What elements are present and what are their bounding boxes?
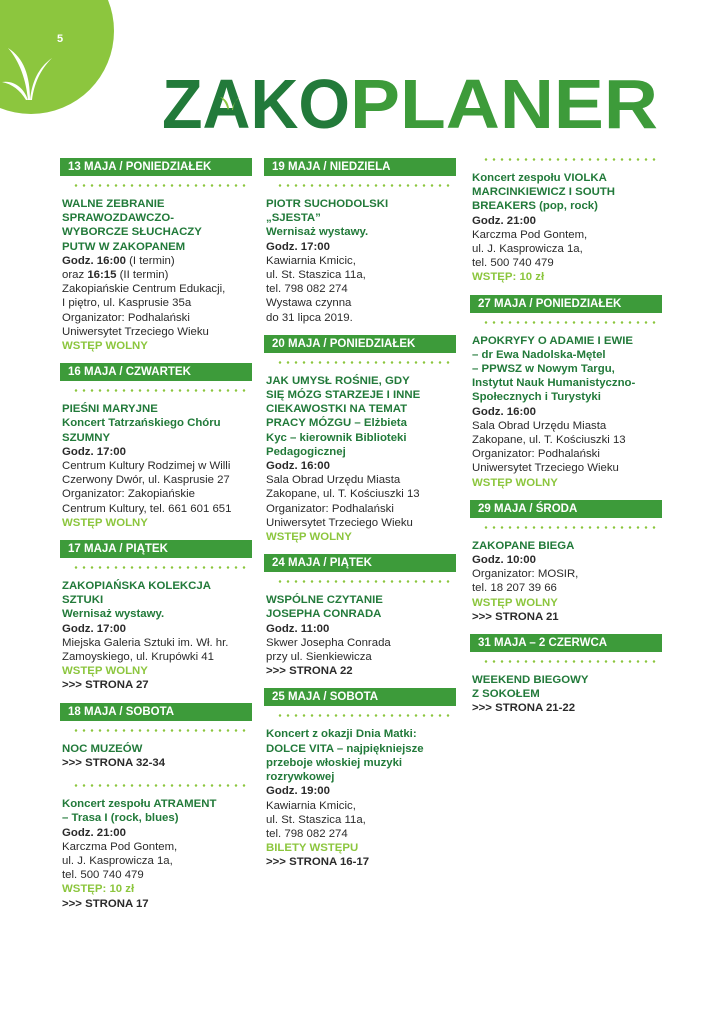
date-header: 16 MAJA / CZWARTEK bbox=[60, 363, 252, 381]
event-entry: BILETY WSTĘPU bbox=[266, 842, 359, 855]
event-atrament bbox=[62, 797, 248, 911]
event-organizer: Organizator: Podhalański bbox=[266, 502, 394, 515]
event-title: JAK UMYSŁ ROŚNIE, GDY bbox=[266, 374, 410, 387]
page-reference: >>> STRONA 32-34 bbox=[62, 756, 166, 769]
event-title: NOC MUZEÓW bbox=[62, 742, 143, 755]
event-time: Godz. 17:00 bbox=[266, 240, 330, 253]
dotted-divider bbox=[276, 361, 452, 364]
event-title: SZUMNY bbox=[62, 431, 111, 444]
event-title: PRACY MÓZGU – Elżbieta bbox=[266, 417, 407, 430]
event-location: przy ul. Sienkiewicza bbox=[266, 651, 372, 664]
event-location: Kawiarnia Kmicic, bbox=[266, 254, 356, 267]
event-title: WEEKEND BIEGOWY bbox=[472, 674, 589, 687]
event-title: – Trasa I (rock, blues) bbox=[62, 812, 179, 825]
event-location: Centrum Kultury Rodzimej w Willi bbox=[62, 460, 231, 473]
dotted-divider bbox=[72, 184, 248, 187]
event-title: APOKRYFY O ADAMIE I EWIE bbox=[472, 334, 633, 347]
event-title: Koncert zespołu VIOLKA bbox=[472, 172, 607, 184]
event-organizer: Organizator: Zakopiańskie bbox=[62, 488, 195, 501]
event-title: Pedagogicznej bbox=[266, 445, 346, 458]
event-time: Godz. 16:00 (I termin) bbox=[62, 254, 175, 267]
date-header: 17 MAJA / PIĄTEK bbox=[60, 540, 252, 558]
event-title: WALNE ZEBRANIE bbox=[62, 198, 165, 210]
page-reference: >>> STRONA 22 bbox=[266, 665, 353, 678]
event-organizer: Centrum Kultury, tel. 661 601 651 bbox=[62, 502, 232, 515]
event-phone: tel. 500 740 479 bbox=[62, 869, 144, 882]
event-weekend-biegowy bbox=[472, 673, 658, 716]
dotted-divider bbox=[482, 321, 658, 324]
event-entry: WSTĘP: 10 zł bbox=[62, 883, 135, 896]
dotted-divider bbox=[482, 158, 658, 161]
dotted-divider bbox=[276, 714, 452, 717]
event-title: – PPWSZ w Nowym Targu, bbox=[472, 363, 615, 376]
event-title: WYBORCZE SŁUCHACZY bbox=[62, 226, 202, 239]
page-reference: >>> STRONA 21-22 bbox=[472, 702, 576, 715]
event-walne-zebranie bbox=[62, 197, 248, 353]
event-piesni-maryjne bbox=[62, 402, 248, 530]
event-subtitle: Wernisaż wystawy. bbox=[62, 608, 165, 621]
dotted-divider bbox=[72, 389, 248, 392]
event-time: Godz. 19:00 bbox=[266, 785, 330, 798]
event-time: Godz. 16:00 bbox=[472, 405, 536, 418]
event-jak-umysl-rosnie bbox=[266, 374, 452, 544]
event-location: ul. J. Kasprowicza 1a, bbox=[62, 854, 173, 867]
event-location: Sala Obrad Urzędu Miasta bbox=[266, 474, 401, 487]
event-phone: tel. 18 207 39 66 bbox=[472, 582, 557, 595]
event-location: ul. St. Staszica 11a, bbox=[266, 813, 366, 826]
event-location: Skwer Josepha Conrada bbox=[266, 636, 391, 649]
event-title: ZAKOPIAŃSKA KOLEKCJA bbox=[62, 580, 211, 593]
event-noc-muzeow bbox=[62, 742, 248, 770]
event-title: Koncert zespołu ATRAMENT bbox=[62, 798, 217, 811]
dotted-divider bbox=[72, 566, 248, 569]
page-reference: >>> STRONA 17 bbox=[62, 897, 149, 910]
event-title: CIEKAWOSTKI NA TEMAT bbox=[266, 403, 408, 416]
event-time: Godz. 17:00 bbox=[62, 622, 126, 635]
event-location: Zakopane, ul. T. Kościuszki 13 bbox=[472, 434, 626, 447]
dotted-divider bbox=[482, 526, 658, 529]
event-title: PUTW W ZAKOPANEM bbox=[62, 240, 186, 253]
event-location: Zakopiańskie Centrum Edukacji, bbox=[62, 283, 226, 296]
column-2 bbox=[266, 158, 452, 870]
event-entry: WSTĘP WOLNY bbox=[62, 340, 148, 353]
leaf-icon bbox=[2, 40, 54, 102]
event-location: Zakopane, ul. T. Kościuszki 13 bbox=[266, 488, 420, 501]
date-header: 25 MAJA / SOBOTA bbox=[264, 688, 456, 706]
event-time: oraz 16:15 (II termin) bbox=[62, 269, 169, 282]
event-location: Czerwony Dwór, ul. Kasprusie 27 bbox=[62, 474, 230, 487]
zakoplaner-logo bbox=[162, 62, 658, 138]
event-note: do 31 lipca 2019. bbox=[266, 311, 353, 324]
event-kolekcja-sztuki bbox=[62, 579, 248, 693]
event-violka bbox=[472, 171, 658, 285]
date-header: 13 MAJA / PONIEDZIAŁEK bbox=[60, 158, 252, 176]
event-organizer: Organizator: MOSIR, bbox=[472, 568, 579, 581]
event-title: SIĘ MÓZG STARZEJE I INNE bbox=[266, 389, 421, 402]
event-title: DOLCE VITA – najpiękniejsze bbox=[266, 742, 424, 755]
event-location: Karczma Pod Gontem, bbox=[472, 228, 588, 241]
page-reference: >>> STRONA 16-17 bbox=[266, 856, 370, 869]
event-location: Kawiarnia Kmicic, bbox=[266, 799, 356, 812]
event-title: MARCINKIEWICZ I SOUTH bbox=[472, 186, 616, 199]
event-czytanie-conrada bbox=[266, 593, 452, 678]
event-title: ZAKOPANE BIEGA bbox=[472, 539, 575, 552]
event-time: Godz. 16:00 bbox=[266, 460, 330, 473]
event-title: WSPÓLNE CZYTANIE bbox=[266, 594, 383, 607]
logo-part-zako: ZAKO bbox=[162, 65, 350, 138]
event-time: Godz. 21:00 bbox=[472, 214, 536, 227]
event-time: Godz. 11:00 bbox=[266, 622, 330, 635]
date-header: 24 MAJA / PIĄTEK bbox=[264, 554, 456, 572]
event-time: Godz. 10:00 bbox=[472, 554, 536, 567]
dotted-divider bbox=[276, 580, 452, 583]
logo-part-planer: PLANER bbox=[350, 65, 658, 138]
event-title: „SJESTA” bbox=[266, 212, 321, 225]
event-title: SZTUKI bbox=[62, 594, 104, 607]
event-title: PIEŚNI MARYJNE bbox=[62, 403, 158, 416]
event-title: Kyc – kierownik Biblioteki bbox=[266, 431, 407, 444]
event-time: Godz. 17:00 bbox=[62, 445, 126, 458]
event-apokryfy bbox=[472, 334, 658, 490]
dotted-divider bbox=[276, 184, 452, 187]
event-organizer: Uniwersytet Trzeciego Wieku bbox=[266, 516, 413, 529]
date-header: 31 MAJA – 2 CZERWCA bbox=[470, 634, 662, 652]
date-header: 29 MAJA / ŚRODA bbox=[470, 500, 662, 518]
page-reference: >>> STRONA 21 bbox=[472, 610, 559, 623]
event-title: SPRAWOZDAWCZO- bbox=[62, 212, 174, 225]
event-sjesta bbox=[266, 197, 452, 325]
event-organizer: Organizator: Podhalański bbox=[472, 448, 600, 461]
event-entry: WSTĘP WOLNY bbox=[62, 665, 148, 678]
event-title: przeboje włoskiej muzyki bbox=[266, 756, 403, 769]
page-number: 5 bbox=[57, 33, 64, 45]
event-location: Karczma Pod Gontem, bbox=[62, 840, 178, 853]
date-header: 27 MAJA / PONIEDZIAŁEK bbox=[470, 295, 662, 313]
date-header: 18 MAJA / SOBOTA bbox=[60, 703, 252, 721]
event-location: Zamoyskiego, ul. Krupówki 41 bbox=[62, 651, 214, 664]
event-title: Koncert z okazji Dnia Matki: bbox=[266, 728, 417, 741]
event-entry: WSTĘP: 10 zł bbox=[472, 271, 545, 284]
event-location: ul. J. Kasprowicza 1a, bbox=[472, 243, 583, 256]
event-phone: tel. 798 082 274 bbox=[266, 283, 348, 296]
column-3 bbox=[472, 158, 658, 716]
event-title: BREAKERS (pop, rock) bbox=[472, 200, 598, 213]
event-location: I piętro, ul. Kasprusie 35a bbox=[62, 297, 192, 310]
event-note: Wystawa czynna bbox=[266, 297, 352, 310]
dotted-divider bbox=[72, 729, 248, 732]
event-location: ul. St. Staszica 11a, bbox=[266, 269, 366, 282]
event-title: JOSEPHA CONRADA bbox=[266, 608, 382, 621]
event-organizer: Uniwersytet Trzeciego Wieku bbox=[62, 325, 209, 338]
event-organizer: Organizator: Podhalański bbox=[62, 311, 190, 324]
event-phone: tel. 798 082 274 bbox=[266, 827, 348, 840]
date-header: 19 MAJA / NIEDZIELA bbox=[264, 158, 456, 176]
event-time: Godz. 21:00 bbox=[62, 826, 126, 839]
event-location: Miejska Galeria Sztuki im. Wł. hr. bbox=[62, 636, 229, 649]
event-dolce-vita bbox=[266, 727, 452, 869]
event-subtitle: Wernisaż wystawy. bbox=[266, 226, 369, 239]
event-title: PIOTR SUCHODOLSKI bbox=[266, 198, 389, 210]
event-entry: WSTĘP WOLNY bbox=[472, 476, 558, 489]
column-1 bbox=[62, 158, 248, 911]
date-header: 20 MAJA / PONIEDZIAŁEK bbox=[264, 335, 456, 353]
event-organizer: Uniwersytet Trzeciego Wieku bbox=[472, 462, 619, 475]
event-title: rozrywkowej bbox=[266, 771, 335, 784]
event-title: Społecznych i Turystyki bbox=[472, 391, 601, 404]
event-entry: WSTĘP WOLNY bbox=[62, 516, 148, 529]
event-title: Z SOKOŁEM bbox=[472, 688, 540, 701]
event-location: Sala Obrad Urzędu Miasta bbox=[472, 419, 607, 432]
event-entry: WSTĘP WOLNY bbox=[472, 596, 558, 609]
event-title: Koncert Tatrzańskiego Chóru bbox=[62, 417, 221, 430]
event-title: Instytut Nauk Humanistyczno- bbox=[472, 377, 636, 390]
event-phone: tel. 500 740 479 bbox=[472, 257, 554, 270]
dotted-divider bbox=[72, 784, 248, 787]
dotted-divider bbox=[482, 660, 658, 663]
event-entry: WSTĘP WOLNY bbox=[266, 531, 352, 544]
event-title: – dr Ewa Nadolska-Mętel bbox=[472, 348, 606, 361]
page-reference: >>> STRONA 27 bbox=[62, 679, 149, 692]
event-zakopane-biega bbox=[472, 539, 658, 624]
